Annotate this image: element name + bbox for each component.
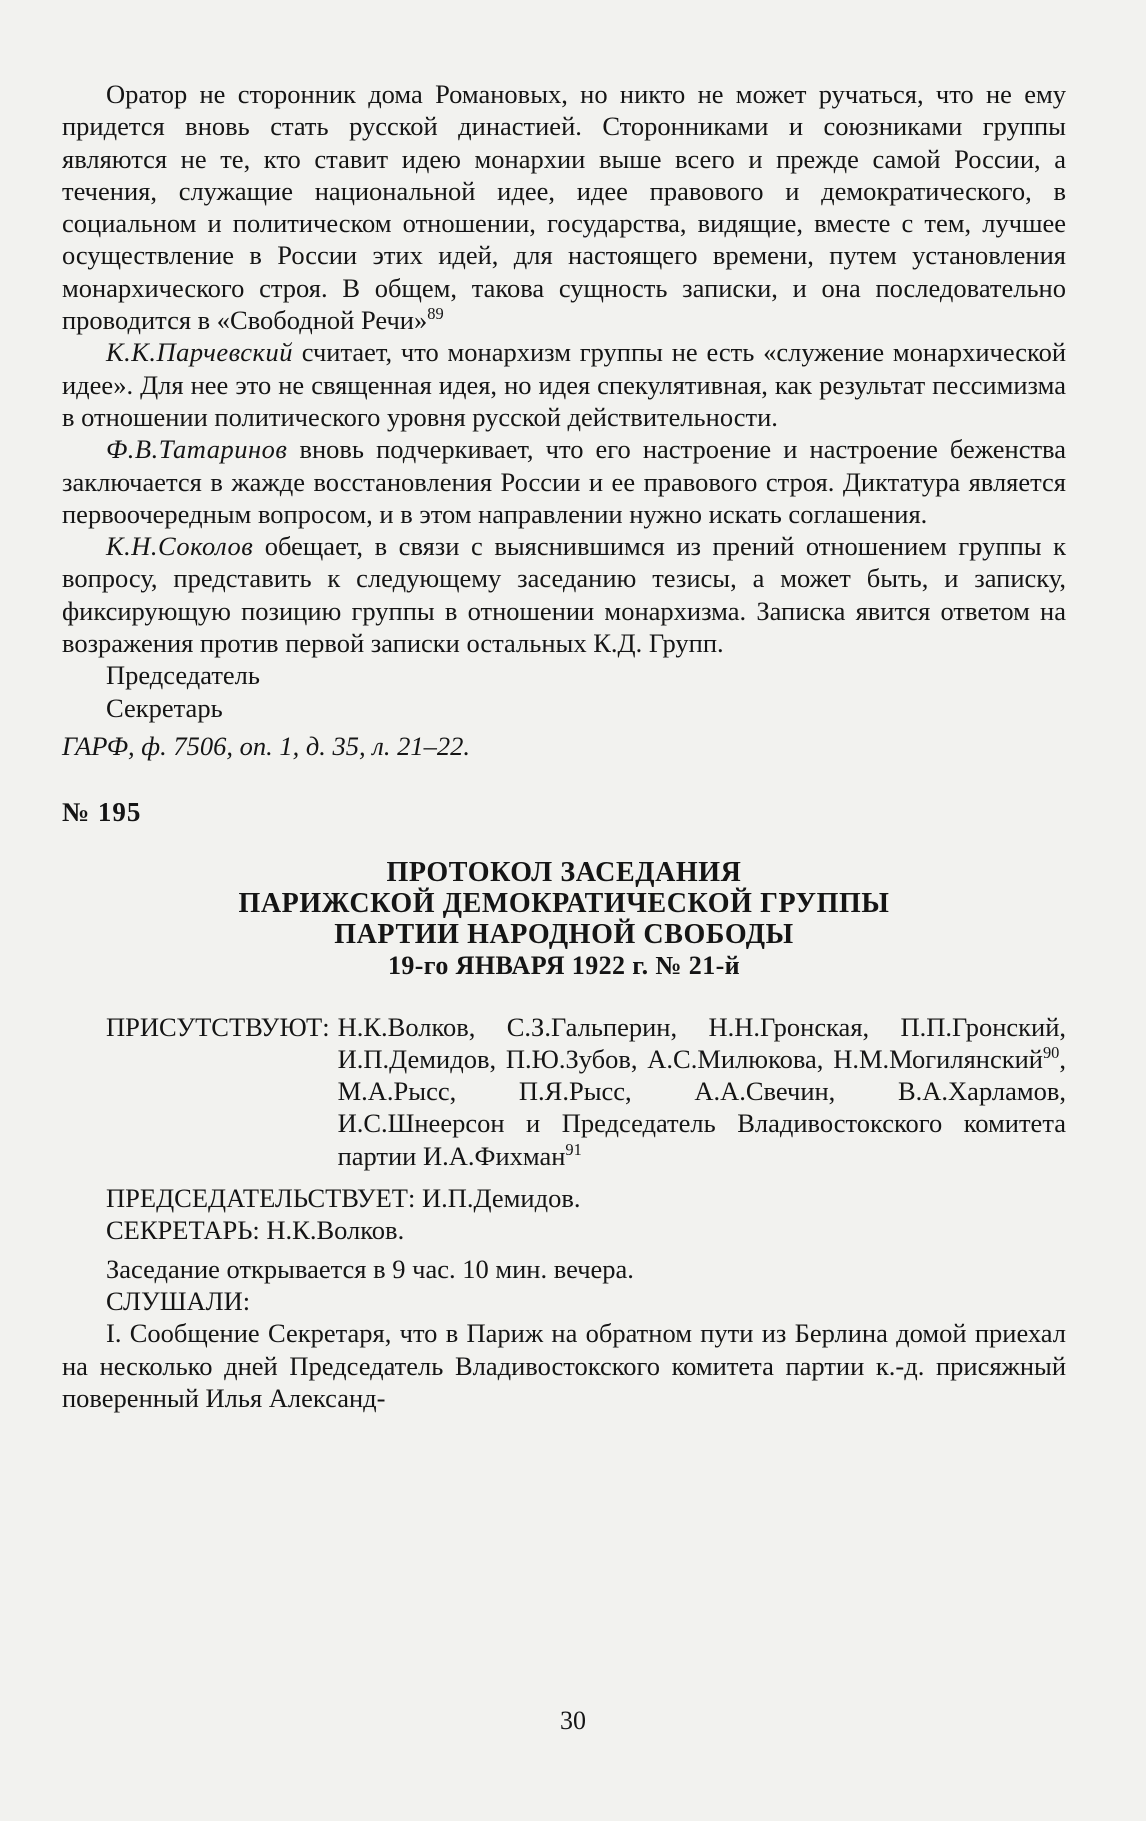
signature-chairman: Председатель [106, 660, 260, 691]
document-number: № 195 [62, 797, 142, 828]
speaker-name: Ф.В.Татаринов [106, 434, 288, 465]
secretary-line: СЕКРЕТАРЬ: Н.К.Волков. [106, 1215, 405, 1246]
paragraph-parchevsky: К.К.Парчевский считает, что монархизм группы не есть «служение монархической идее». Для нее это не священная идея, но идея спекулятивная, как результат пессимизма в отношении политического уровня русской действительности. [62, 337, 1066, 432]
speaker-name: К.К.Парчевский [106, 337, 293, 368]
agenda-item-1: I. Сообщение Секретаря, что в Париж на обратном пути из Берлина домой приехал на несколько дней Председатель Владивостокского комитета партии к.-д. присяжный поверенный Илья Александ- [62, 1318, 1066, 1413]
page-number: 30 [560, 1706, 586, 1735]
title-line: ПРОТОКОЛ ЗАСЕДАНИЯ [386, 856, 742, 888]
document-title [62, 857, 1066, 981]
paragraph-tatarinov: Ф.В.Татаринов вновь подчеркивает, что его настроение и настроение беженства заключается в жажде восстановления России и ее правового строя. Диктатура является первоочередным вопросом, и в этом направлении нужно искать соглашения. [62, 434, 1066, 529]
paragraph-sokolov: К.Н.Соколов обещает, в связи с выяснившимся из прений отношением группы к вопросу, представить к следующему заседанию тезисы, а может быть, и записку, фиксирующую позицию группы в отношении монархизма. Записка явится ответом на возражения против первой записки остальных К.Д. Групп. [62, 531, 1066, 659]
chairman-line: ПРЕДСЕДАТЕЛЬСТВУЕТ: И.П.Демидов. [106, 1183, 581, 1214]
signature-secretary: Секретарь [106, 692, 223, 723]
page-body [62, 78, 1066, 1414]
attendance-list [62, 1011, 1066, 1172]
present-label: ПРИСУТСТВУЮТ: [106, 1011, 330, 1042]
paragraph-orator: Оратор не сторонник дома Романовых, но никто не может ручаться, что не ему придется вновь стать русской династией. Сторонниками и союзниками группы являются не те, кто ставит идею монархии выше всего и прежде самой России, а течения, служащие национальной идее, идее правового и демократического, в социальном и политическом отношении, государства, видящие, вместе с тем, лучшее осуществление в России этих идей, для настоящего времени, путем установления монархического строя. В общем, такова сущность записки, и она последовательно проводится в «Свободной Речи»$^{89}$ [62, 79, 1066, 336]
title-line: ПАРТИИ НАРОДНОЙ СВОБОДЫ [334, 918, 794, 950]
footnote-marker: 89 [427, 304, 444, 324]
document-date: 19-го ЯНВАРЯ 1922 г. № 21-й [387, 950, 741, 980]
footnote-marker: 91 [565, 1139, 582, 1159]
present-names: Н.К.Волков, С.З.Гальперин, Н.Н.Гронская, П.П.Гронский, И.П.Демидов, П.Ю.Зубов, А.С.Милюкова, Н.М.Могилянский$^{90}$, М.А.Рысс, П.Я.Рысс, А.А.Свечин, В.А.Харламов, И.С.Шнеерсон и Председатель Владивостокского комитета партии И.А.Фихман$^{91}$ [337, 1011, 1066, 1171]
speaker-name: К.Н.Соколов [106, 531, 254, 562]
title-line: ПАРИЖСКОЙ ДЕМОКРАТИЧЕСКОЙ ГРУППЫ [238, 887, 890, 919]
opening-line: Заседание открывается в 9 час. 10 мин. вечера. [106, 1253, 634, 1284]
footnote-marker: 90 [1042, 1043, 1060, 1062]
heard-label: СЛУШАЛИ: [106, 1285, 251, 1316]
archive-source: ГАРФ, ф. 7506, оп. 1, д. 35, л. 21–22. [62, 730, 470, 761]
